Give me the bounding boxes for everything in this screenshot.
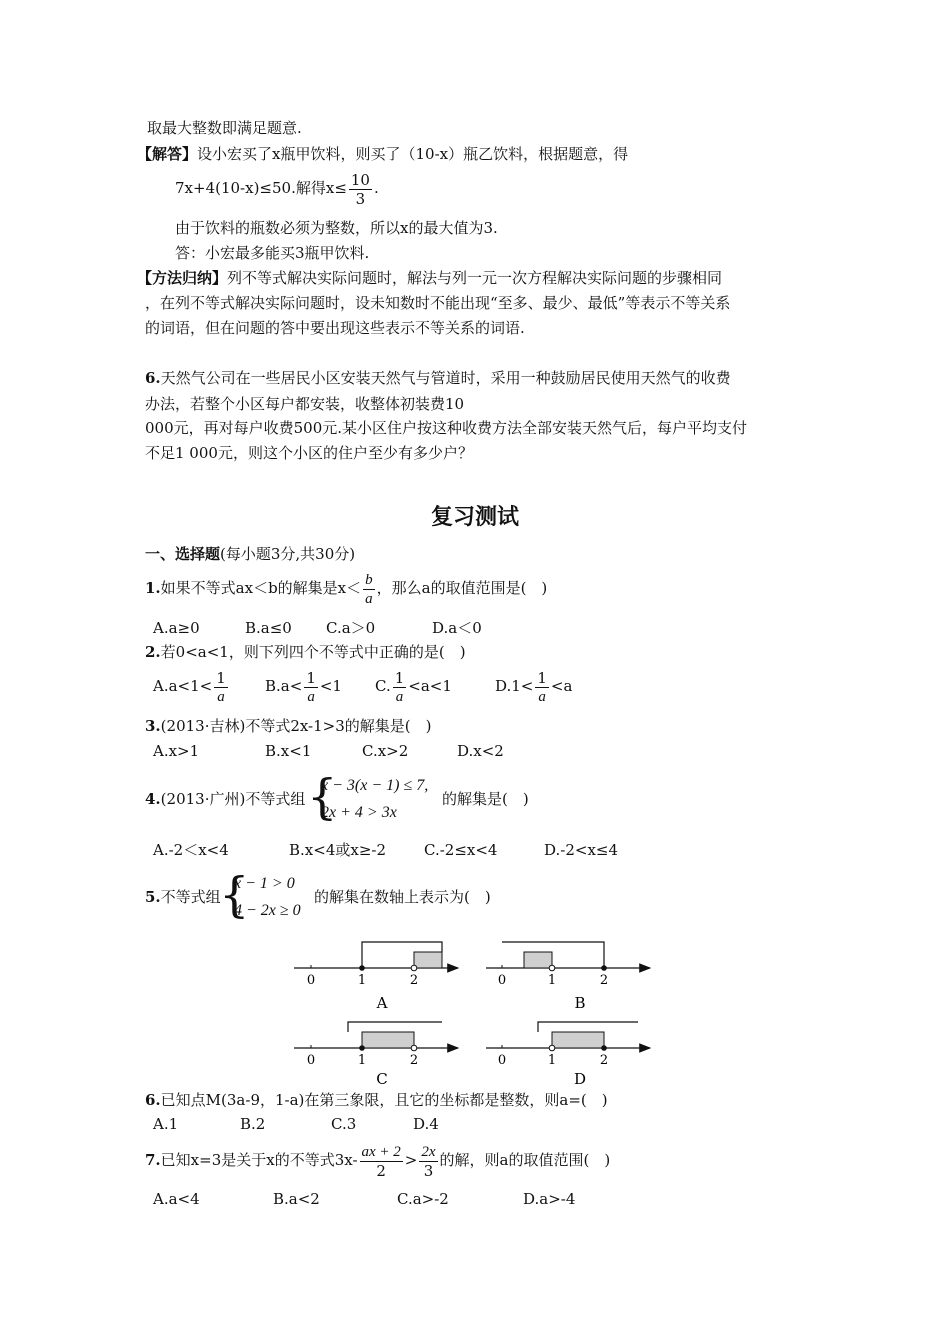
frac-num: 1 (306, 668, 316, 687)
q1-option-a: A.a≥0 (153, 619, 200, 637)
panel-label-a: A (376, 994, 388, 1012)
q1-fraction (363, 571, 375, 608)
q7-pre: 已知x=3是关于x的不等式3x- (160, 1151, 358, 1169)
q7-post: 的解，则a的取值范围( ) (439, 1151, 611, 1169)
section-title: 复习测试 (430, 505, 519, 530)
q7-f1-num: ax + 2 (361, 1143, 401, 1160)
tick-label-2: 2 (409, 1053, 419, 1068)
q6pre-line-4: 不足1 000元，则这个小区的住户至少有多少户？ (145, 444, 473, 462)
q4-stem (145, 789, 305, 809)
q2-option-c (375, 666, 452, 706)
solid-dot (359, 965, 365, 971)
q6-option-c: C.3 (331, 1115, 357, 1133)
q5-source: 不等式组 (160, 888, 221, 906)
q4-tail: 的解集是( ) (442, 790, 529, 808)
tick-label-0: 0 (306, 1053, 316, 1068)
bracket (538, 1022, 638, 1032)
q3-number: 3. (145, 717, 161, 735)
q5-tail: 的解集在数轴上表示为( ) (314, 888, 491, 906)
panel-a (294, 942, 458, 1012)
q2-c-pre: C. (375, 677, 391, 695)
q2-b-fraction (304, 669, 318, 706)
q6-text: 已知点M(3a-9，1-a)在第三象限，且它的坐标都是整数，则a=( ) (160, 1091, 608, 1109)
answer-tag: 【解答】 (137, 145, 198, 163)
q7-f2-num: 2x (421, 1143, 436, 1160)
frac-num: 1 (394, 668, 405, 687)
q6pre-text-1: 天然气公司在一些居民小区安装天然气与管道时，采用一种鼓励居民使用天然气的收费 (160, 369, 731, 387)
q7-fraction-1 (360, 1143, 403, 1180)
q2-b-pre: B.a< (265, 677, 303, 695)
solid-dot (601, 965, 607, 971)
q7-option-b: B.a<2 (273, 1190, 320, 1208)
q5-brace: { (219, 867, 250, 923)
shaded-region (552, 1032, 604, 1048)
answer-line: 答：小宏最多能买3瓶甲饮料. (175, 244, 370, 262)
hollow-dot (549, 965, 555, 971)
frac-num: 1 (537, 668, 547, 687)
q2-c-post: <a<1 (408, 677, 452, 695)
shaded-region (362, 1032, 414, 1048)
panel-label-d: D (573, 1070, 587, 1088)
shaded-region (414, 952, 442, 968)
q7-f1-den: 2 (376, 1161, 386, 1180)
method-line-3: 的词语，但在问题的答中要出现这些表示不等关系的词语. (145, 319, 525, 337)
q3-text: (2013·吉林)不等式2x-1>3的解集是( ) (160, 717, 432, 735)
q4-source: (2013·广州)不等式组 (160, 790, 306, 808)
q6-option-d: D.4 (413, 1115, 439, 1133)
q2-text: 若0<a<1，则下列四个不等式中正确的是( ) (160, 643, 466, 661)
q3-option-c: C.x>2 (362, 742, 409, 760)
solid-dot (359, 1045, 365, 1051)
q7-fraction-2 (419, 1143, 437, 1180)
q6pre-line-3: 000元，再对每户收费500元.某小区住户按这种收费方法全部安装天然气后，每户平均支付 (145, 419, 748, 437)
q2-d-post: <a (550, 677, 573, 695)
q7-stem (145, 1139, 610, 1181)
q3-option-a: A.x>1 (153, 742, 200, 760)
number-line-figure (288, 938, 658, 1088)
hollow-dot (411, 965, 417, 971)
q3-stem (145, 716, 432, 736)
tick-label-1: 1 (547, 973, 557, 988)
q6pre-line-2: 办法，若整个小区每户都安装，收整体初装费10 (145, 395, 465, 413)
q6pre-line-1 (145, 368, 731, 388)
q7-option-d: D.a>-4 (523, 1190, 576, 1208)
q1-text-b: ，那么a的取值范围是( ) (376, 579, 548, 597)
q1-stem (145, 568, 547, 608)
panel-b (486, 942, 650, 1012)
tick-label-1: 1 (357, 1053, 367, 1068)
frac-den: a (217, 688, 225, 705)
q7-gt: > (404, 1151, 418, 1169)
tick-label-0: 0 (306, 973, 316, 988)
q2-option-a (153, 666, 230, 706)
q4-option-b: B.x<4或x≥-2 (289, 841, 387, 859)
q6-stem (145, 1090, 608, 1110)
q1-frac-den: a (365, 590, 373, 607)
tick-label-0: 0 (497, 1053, 507, 1068)
fraction-denominator: 3 (355, 189, 366, 208)
q5-stem (145, 887, 221, 907)
method-tag: 【方法归纳】 (137, 269, 228, 287)
fraction-10-3 (349, 171, 372, 208)
q2-d-fraction (535, 669, 549, 706)
q4-eq1: x − 3(x − 1) ≤ 7, (321, 777, 429, 794)
q2-a-pre: A.a<1< (153, 677, 213, 695)
frac-den: a (307, 688, 315, 705)
hollow-dot (411, 1045, 417, 1051)
q7-f2-den: 3 (423, 1161, 434, 1180)
frac-den: a (538, 688, 546, 705)
answer-text: 设小宏买了x瓶甲饮料，则买了（10-x）瓶乙饮料，根据题意，得 (197, 145, 629, 163)
inequality-text: 7x+4(10-x)≤50.解得x≤ (175, 179, 347, 197)
q5-eq1: x − 1 > 0 (234, 875, 295, 892)
q2-number: 2. (145, 643, 161, 661)
q6pre-number: 6. (145, 369, 161, 387)
part-label: 一、选择题 (145, 545, 221, 563)
panel-c (294, 1022, 458, 1088)
q6-number: 6. (145, 1091, 161, 1109)
tick-label-2: 2 (409, 973, 419, 988)
hollow-dot (549, 1045, 555, 1051)
q2-stem (145, 642, 466, 662)
tick-label-1: 1 (357, 973, 367, 988)
q5-eq2: 4 − 2x ≥ 0 (234, 902, 301, 919)
tick-label-2: 2 (599, 973, 609, 988)
q2-option-b (265, 666, 342, 706)
q4-option-a: A.-2＜x<4 (153, 841, 229, 859)
part-note: (每小题3分,共30分) (220, 545, 356, 563)
fraction-numerator: 10 (350, 170, 370, 189)
q4-eq2: 2x + 4 > 3x (321, 804, 397, 821)
q1-text-a: 如果不等式ax＜b的解集是x＜ (160, 579, 362, 597)
q2-d-pre: D.1< (495, 677, 534, 695)
q1-option-d: D.a＜0 (432, 619, 482, 637)
integer-line: 由于饮料的瓶数必须为整数，所以x的最大值为3. (175, 219, 498, 237)
panel-d (486, 1022, 650, 1088)
method-line-1 (137, 268, 722, 288)
panel-label-b: B (574, 994, 586, 1012)
q4-number: 4. (145, 790, 161, 808)
period: . (373, 179, 379, 197)
part-heading (145, 544, 355, 564)
q2-b-post: <1 (319, 677, 342, 695)
panel-label-c: C (376, 1070, 388, 1088)
bracket (348, 1022, 442, 1032)
answer-paragraph (137, 144, 628, 164)
method-line-2: ，在列不等式解决实际问题时，设未知数时不能出现“至多、最少、最低”等表示不等关系 (145, 294, 731, 312)
q7-option-c: C.a>-2 (397, 1190, 449, 1208)
shaded-region (524, 952, 552, 968)
q2-option-d (495, 666, 572, 706)
tick-label-2: 2 (599, 1053, 609, 1068)
q1-frac-num: b (365, 571, 373, 588)
q4-brace: { (307, 769, 338, 825)
q2-a-fraction (214, 669, 228, 706)
q6-option-a: A.1 (153, 1115, 179, 1133)
q2-c-fraction (393, 669, 407, 706)
q7-number: 7. (145, 1151, 161, 1169)
answer-inequality (175, 168, 379, 208)
frac-den: a (395, 688, 404, 705)
q1-number: 1. (145, 579, 161, 597)
solid-dot (601, 1045, 607, 1051)
q5-number: 5. (145, 888, 161, 906)
q3-option-b: B.x<1 (265, 742, 312, 760)
q4-option-d: D.-2<x≤4 (544, 841, 619, 859)
tick-label-1: 1 (547, 1053, 557, 1068)
q6-option-b: B.2 (240, 1115, 266, 1133)
q1-option-c: C.a＞0 (326, 619, 376, 637)
frac-num: 1 (216, 668, 226, 687)
intro-line: 取最大整数即满足题意. (147, 119, 302, 137)
tick-label-0: 0 (497, 973, 507, 988)
q4-option-c: C.-2≤x<4 (424, 841, 498, 859)
q3-option-d: D.x<2 (457, 742, 504, 760)
q7-option-a: A.a<4 (153, 1190, 200, 1208)
q1-option-b: B.a≤0 (245, 619, 292, 637)
bracket (502, 942, 604, 968)
method-text-1: 列不等式解决实际问题时，解法与列一元一次方程解决实际问题的步骤相同 (227, 269, 723, 287)
